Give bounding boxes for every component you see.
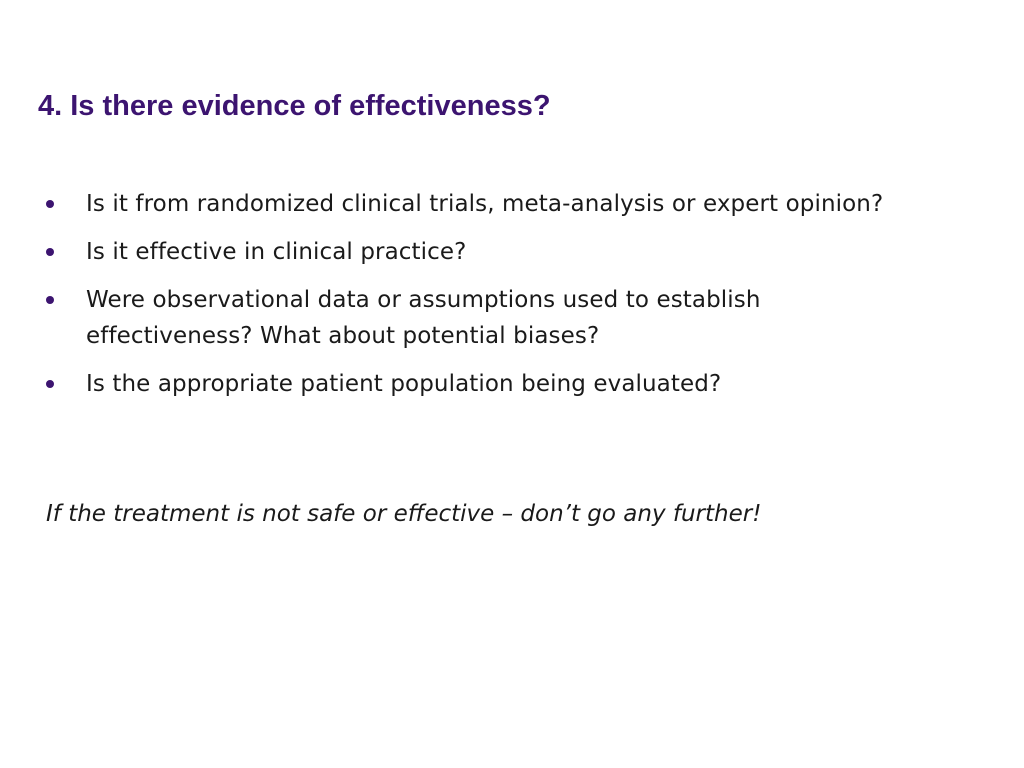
closing-statement: If the treatment is not safe or effective – don’t go any further! <box>46 501 762 527</box>
bullet-list <box>0 186 900 414</box>
bullet-text: Is it from randomized clinical trials, meta-analysis or expert opinion? <box>86 191 884 217</box>
bullet-dot-icon <box>46 380 54 388</box>
bullet-dot-icon <box>46 200 54 208</box>
bullet-dot-icon <box>46 296 54 304</box>
bullet-item <box>0 366 900 402</box>
bullet-text: Is the appropriate patient population being evaluated? <box>86 371 722 397</box>
bullet-item <box>0 234 900 270</box>
bullet-dot-icon <box>46 248 54 256</box>
slide-title: 4. Is there evidence of effectiveness? <box>38 90 551 122</box>
bullet-item <box>0 186 900 222</box>
bullet-item <box>0 282 900 354</box>
bullet-text: Is it effective in clinical practice? <box>86 239 467 265</box>
bullet-text: Were observational data or assumptions used to establish effectiveness? What about potential biases? <box>86 287 761 349</box>
